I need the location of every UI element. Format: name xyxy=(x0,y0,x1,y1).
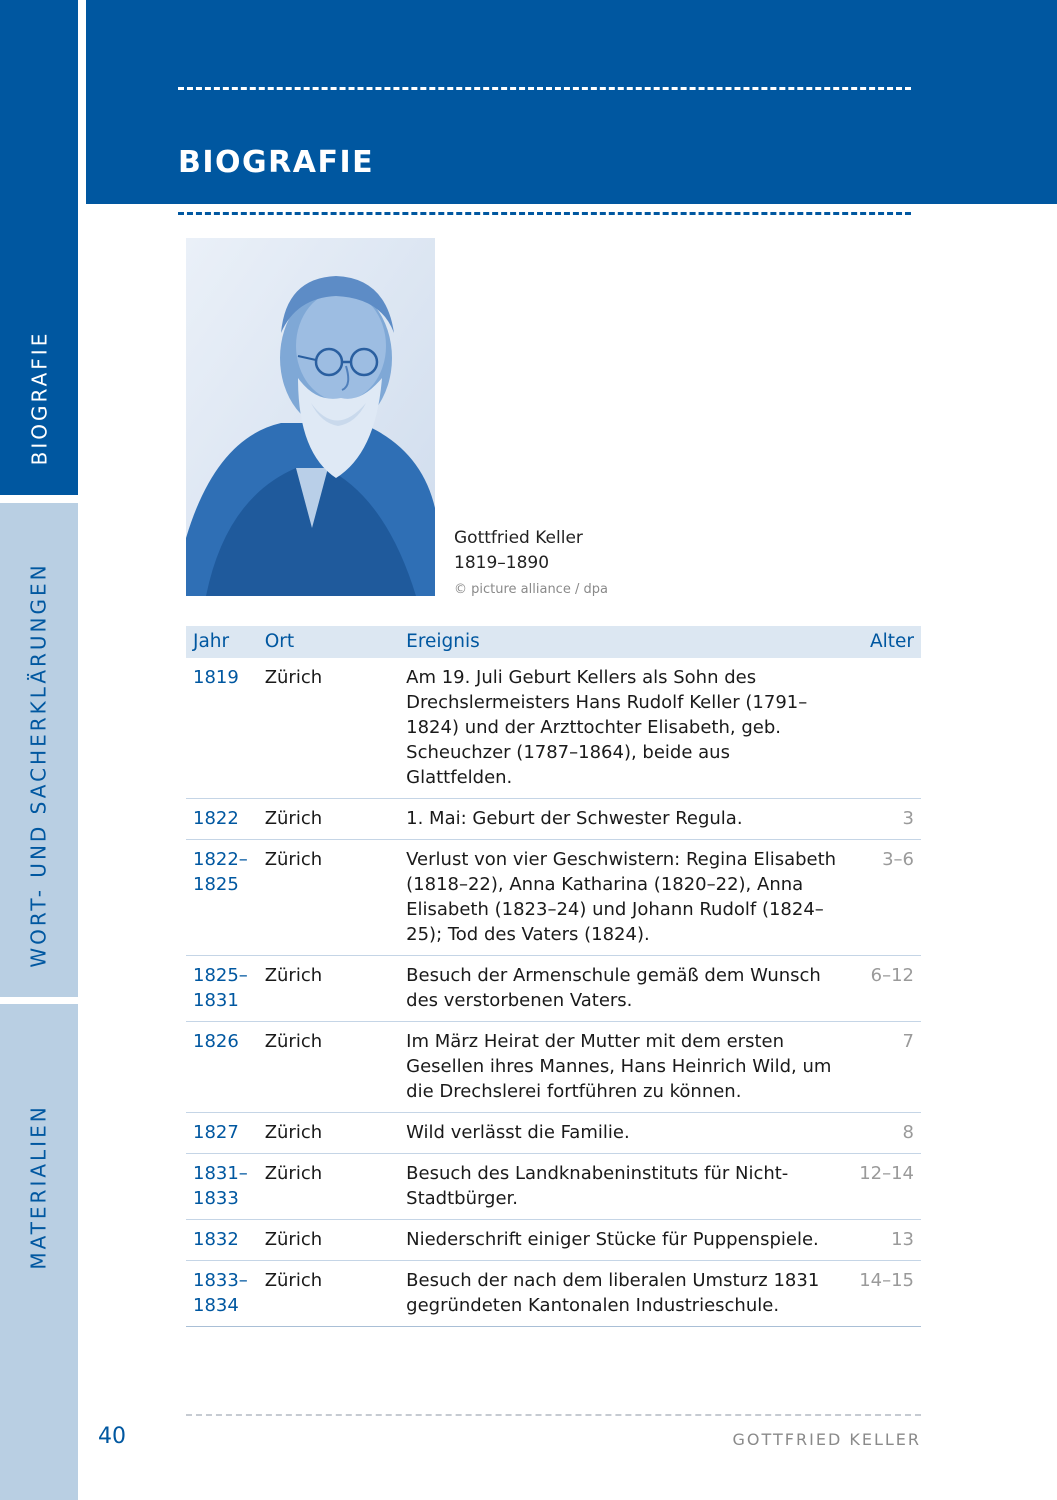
page-number: 40 xyxy=(98,1424,126,1449)
row-year-line1: 1822 xyxy=(193,808,239,829)
tab-wort-label: WORT- UND SACHERKLÄRUNGEN xyxy=(27,562,52,968)
portrait-illustration xyxy=(186,238,435,596)
row-age: 3–6 xyxy=(842,840,922,956)
row-age: 8 xyxy=(842,1113,922,1154)
row-event: Wild verlässt die Familie. xyxy=(406,1113,841,1154)
row-place: Zürich xyxy=(265,1220,406,1261)
row-year xyxy=(186,1113,265,1154)
row-year xyxy=(186,1220,265,1261)
row-age: 6–12 xyxy=(842,956,922,1022)
row-year xyxy=(186,1154,265,1220)
table-row xyxy=(186,1261,921,1327)
row-event: Besuch der Armenschule gemäß dem Wunsch des verstorbenen Vaters. xyxy=(406,956,841,1022)
table-row xyxy=(186,658,921,799)
row-year-line1: 1827 xyxy=(193,1122,239,1143)
row-event: Verlust von vier Geschwistern: Regina Elisabeth (1818–22), Anna Katharina (1820–22), Anna Elisabeth (1823–24) und Johann Rudolf (1824–25); Tod des Vaters (1824). xyxy=(406,840,841,956)
row-place: Zürich xyxy=(265,1022,406,1113)
row-place: Zürich xyxy=(265,658,406,799)
row-year-line2: 1834 xyxy=(193,1295,239,1316)
row-year-line1: 1822– xyxy=(193,849,248,870)
column-header-event: Ereignis xyxy=(406,626,841,658)
column-header-year: Jahr xyxy=(186,626,265,658)
row-year-line1: 1832 xyxy=(193,1229,239,1250)
row-age: 13 xyxy=(842,1220,922,1261)
row-event: Im März Heirat der Mutter mit dem ersten Gesellen ihres Mannes, Hans Heinrich Wild, um die Drechslerei fortführen zu können. xyxy=(406,1022,841,1113)
row-event: 1. Mai: Geburt der Schwester Regula. xyxy=(406,799,841,840)
row-year xyxy=(186,840,265,956)
row-place: Zürich xyxy=(265,840,406,956)
row-year xyxy=(186,1261,265,1327)
tab-biografie[interactable] xyxy=(0,0,78,495)
row-year-line1: 1825– xyxy=(193,965,248,986)
table-row xyxy=(186,1154,921,1220)
tab-wort-und-sacherklaerungen[interactable] xyxy=(0,503,78,997)
row-year-line2: 1831 xyxy=(193,990,239,1011)
row-event: Besuch des Landknabeninstituts für Nicht-Stadtbürger. xyxy=(406,1154,841,1220)
running-title: GOTTFRIED KELLER xyxy=(732,1430,921,1449)
page-title: BIOGRAFIE xyxy=(178,145,375,180)
row-age: 3 xyxy=(842,799,922,840)
table-row xyxy=(186,1022,921,1113)
portrait-image xyxy=(186,238,435,596)
tab-materialien[interactable] xyxy=(0,1004,78,1500)
row-year-line1: 1819 xyxy=(193,667,239,688)
row-place: Zürich xyxy=(265,1261,406,1327)
tab-biografie-label: BIOGRAFIE xyxy=(27,330,52,465)
table-row xyxy=(186,840,921,956)
row-place: Zürich xyxy=(265,1113,406,1154)
row-event: Am 19. Juli Geburt Kellers als Sohn des Drechslermeisters Hans Rudolf Keller (1791–1824) und der Arzttochter Elisabeth, geb. Scheuchzer (1787–1864), beide aus Glattfelden. xyxy=(406,658,841,799)
row-year-line1: 1826 xyxy=(193,1031,239,1052)
table-row xyxy=(186,1220,921,1261)
row-age xyxy=(842,658,922,799)
row-place: Zürich xyxy=(265,956,406,1022)
tab-materialien-label: MATERIALIEN xyxy=(27,1104,52,1270)
table-row xyxy=(186,956,921,1022)
row-event: Besuch der nach dem liberalen Umsturz 1831 gegründeten Kantonalen Industrieschule. xyxy=(406,1261,841,1327)
column-header-age: Alter xyxy=(842,626,922,658)
row-year-line2: 1825 xyxy=(193,874,239,895)
row-year xyxy=(186,956,265,1022)
chronology-table xyxy=(186,626,921,1327)
table-header-row xyxy=(186,626,921,658)
row-age: 12–14 xyxy=(842,1154,922,1220)
portrait-caption-dates: 1819–1890 xyxy=(454,553,550,573)
header-dashed-rule-bottom xyxy=(178,212,911,215)
table-row xyxy=(186,1113,921,1154)
footer-dashed-rule xyxy=(186,1414,921,1416)
row-year xyxy=(186,1022,265,1113)
row-age: 14–15 xyxy=(842,1261,922,1327)
row-year-line1: 1831– xyxy=(193,1163,248,1184)
portrait-credit: © picture alliance / dpa xyxy=(454,582,608,597)
row-year xyxy=(186,799,265,840)
table-row xyxy=(186,799,921,840)
column-header-place: Ort xyxy=(265,626,406,658)
header-dashed-rule-top xyxy=(178,87,911,90)
row-year xyxy=(186,658,265,799)
row-event: Niederschrift einiger Stücke für Puppenspiele. xyxy=(406,1220,841,1261)
row-age: 7 xyxy=(842,1022,922,1113)
row-year-line1: 1833– xyxy=(193,1270,248,1291)
portrait-caption-name: Gottfried Keller xyxy=(454,528,583,548)
row-year-line2: 1833 xyxy=(193,1188,239,1209)
row-place: Zürich xyxy=(265,799,406,840)
row-place: Zürich xyxy=(265,1154,406,1220)
